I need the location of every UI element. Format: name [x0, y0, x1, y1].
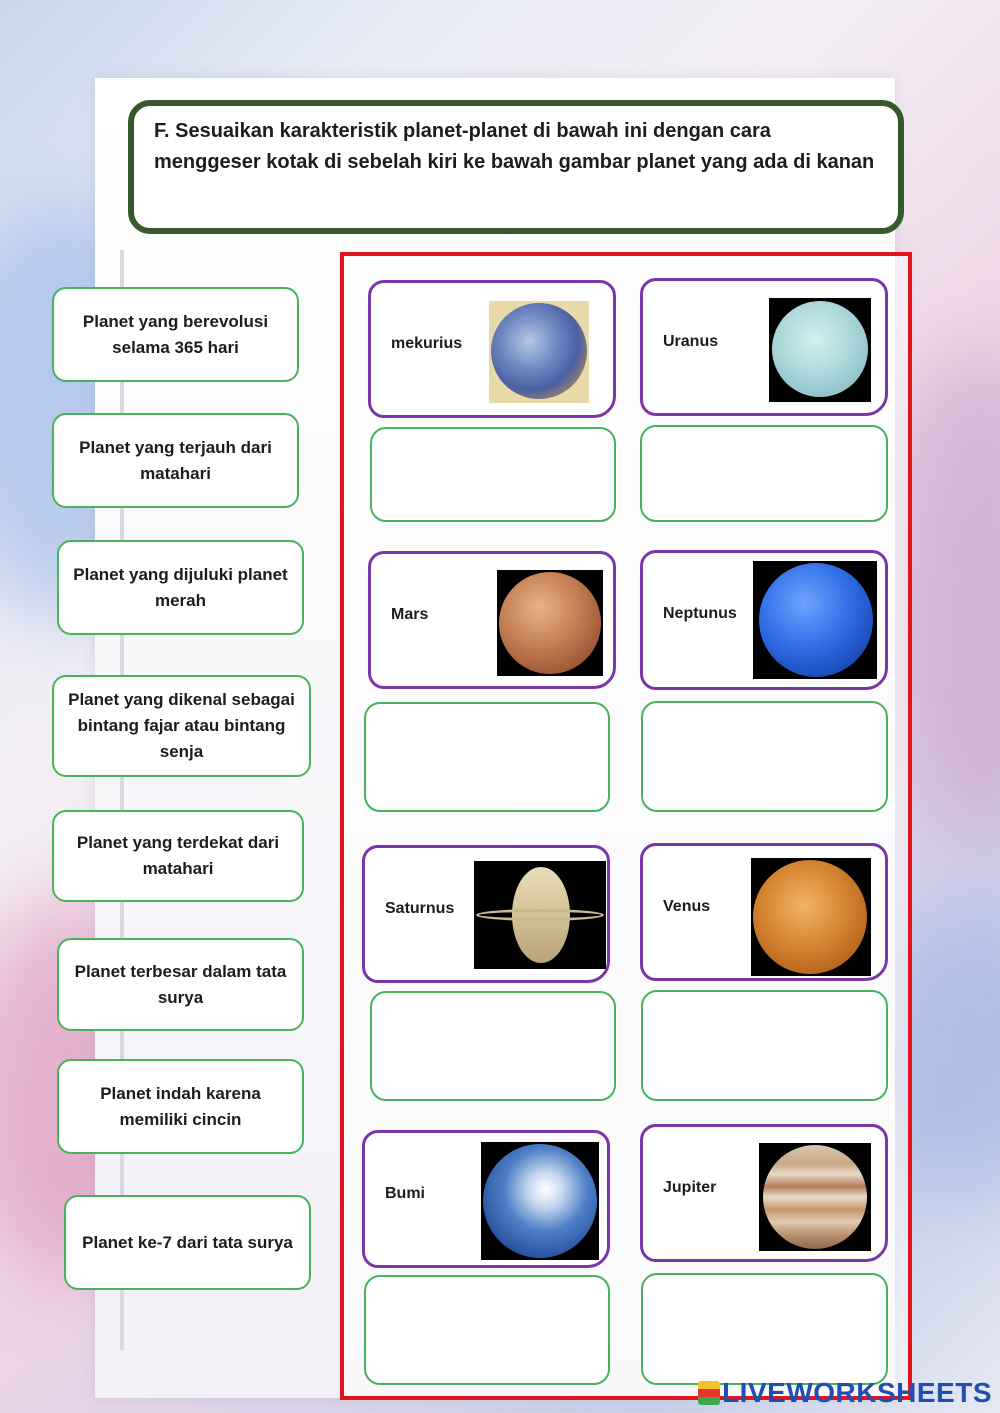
- clue-box-6[interactable]: [57, 938, 304, 1031]
- planet-card-mars: [368, 551, 616, 689]
- clue-box-4[interactable]: [52, 675, 311, 777]
- clue-text: Planet yang berevolusi selama 365 hari: [82, 311, 269, 357]
- planet-card-saturnus: [362, 845, 610, 983]
- clue-text: Planet yang dikenal sebagai bintang fajar atau bintang senja: [68, 690, 295, 761]
- instruction-text: F. Sesuaikan karakteristik planet-planet di bawah ini dengan cara menggeser kotak di sebelah kiri ke bawah gambar planet yang ada di kanan: [154, 120, 875, 173]
- answer-drop-zone[interactable]: [364, 702, 610, 812]
- clue-text: Planet yang dijuluki planet merah: [73, 564, 288, 610]
- planet-card-bumi: [362, 1130, 610, 1268]
- instruction-box: [128, 100, 904, 234]
- planet-label: Mars: [391, 606, 429, 623]
- planet-label: Saturnus: [385, 900, 455, 917]
- uranus-image: [769, 298, 871, 402]
- clue-text: Planet yang terjauh dari matahari: [79, 437, 272, 483]
- clue-box-7[interactable]: [57, 1059, 304, 1154]
- neptune-image: [753, 561, 877, 679]
- answer-drop-zone[interactable]: [641, 990, 888, 1101]
- planet-label: Neptunus: [663, 605, 737, 622]
- clue-box-2[interactable]: [52, 413, 299, 508]
- planet-card-uranus: [640, 278, 888, 416]
- saturn-image: [474, 861, 606, 969]
- answer-drop-zone[interactable]: [640, 425, 888, 522]
- clue-text: Planet yang terdekat dari matahari: [76, 833, 280, 878]
- planet-label: Uranus: [663, 333, 719, 350]
- planet-card-venus: [640, 843, 888, 981]
- liveworksheets-logo: [698, 1377, 992, 1409]
- clue-text: Planet terbesar dalam tata surya: [74, 961, 287, 1007]
- clue-box-5[interactable]: [52, 810, 304, 902]
- answer-drop-zone[interactable]: [641, 701, 888, 812]
- mercury-image: [489, 301, 589, 403]
- planet-card-neptunus: [640, 550, 888, 690]
- clue-box-3[interactable]: [57, 540, 304, 635]
- venus-image: [751, 858, 871, 976]
- answer-drop-zone[interactable]: [641, 1273, 888, 1385]
- jupiter-image: [759, 1143, 871, 1251]
- planet-card-jupiter: [640, 1124, 888, 1262]
- planet-label: Jupiter: [663, 1179, 717, 1196]
- answer-drop-zone[interactable]: [370, 991, 616, 1101]
- clue-text: Planet indah karena memiliki cincin: [100, 1083, 261, 1129]
- planet-label: Venus: [663, 898, 711, 915]
- planet-label: Bumi: [385, 1185, 425, 1202]
- logo-text: LIVEWORKSHEETS: [722, 1377, 992, 1408]
- answer-drop-zone[interactable]: [364, 1275, 610, 1385]
- clue-box-1[interactable]: [52, 287, 299, 382]
- clue-text: Planet ke-7 dari tata surya: [82, 1232, 293, 1252]
- planet-card-mekurius: [368, 280, 616, 418]
- answer-drop-zone[interactable]: [370, 427, 616, 522]
- logo-icon: [698, 1381, 720, 1405]
- earth-image: [481, 1142, 599, 1260]
- clue-box-8[interactable]: [64, 1195, 311, 1290]
- planet-label: mekurius: [391, 335, 463, 352]
- mars-image: [497, 570, 603, 676]
